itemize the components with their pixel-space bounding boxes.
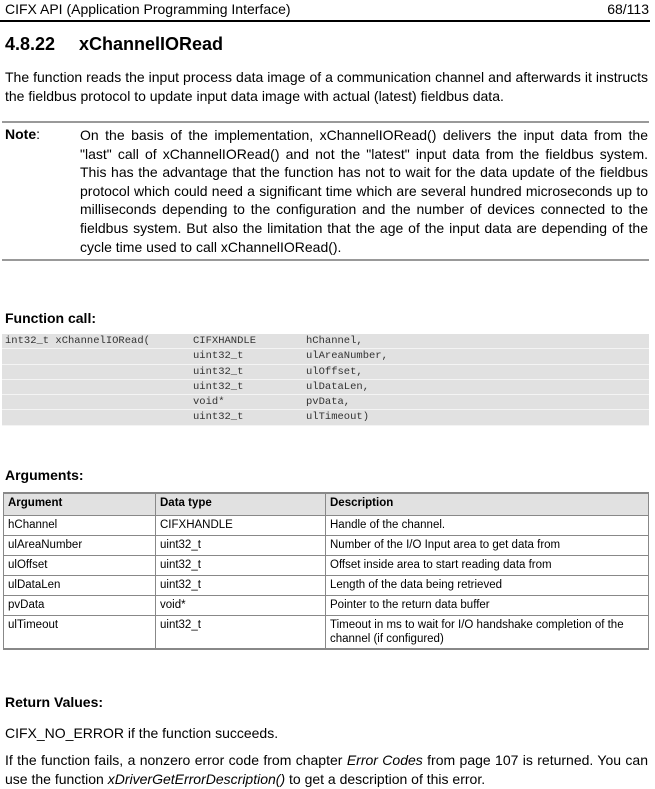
table-header-row [4,493,649,516]
signature-row: uint32_t ulDataLen, [2,380,649,395]
return-success-text: CIFX_NO_ERROR if the function succeeds. [5,725,279,741]
intro-paragraph: The function reads the input process data image of a communication channel and afterwards it instructs the fieldbus protocol to update input data image with actual (latest) fieldbus data. [5,69,648,104]
section-heading [5,34,223,55]
return-values-heading: Return Values: [5,694,104,710]
table-row: ulDataLen uint32_t Length of the data being retrieved [4,576,649,596]
header-divider [0,20,650,22]
signature-row: uint32_t ulAreaNumber, [2,349,649,364]
column-header: Description [326,493,649,516]
document-title: CIFX API (Application Programming Interface) [5,1,291,17]
table-row: ulTimeout uint32_t Timeout in ms to wait for I/O handshake completion of the channel (if configured) [4,616,649,650]
note-label: Note: [5,126,41,142]
column-header: Argument [4,493,156,516]
column-header: Data type [156,493,326,516]
signature-row: void* pvData, [2,395,649,410]
function-call-heading: Function call: [5,310,96,326]
function-reference: xDriverGetErrorDescription() [107,771,286,787]
return-fail-text: If the function fails, a nonzero error code from chapter Error Codes from page 107 is returned. You can use the function xDriverGetErrorDescription() to get a description of this error. [5,752,649,787]
table-row: pvData void* Pointer to the return data buffer [4,596,649,616]
section-title: xChannelIORead [79,34,224,54]
section-number: 4.8.22 [5,34,56,54]
arguments-table [3,492,649,650]
signature-row: uint32_t ulOffset, [2,365,649,380]
error-codes-reference: Error Codes [346,752,423,768]
function-signature-block [2,334,649,426]
page-number: 68/113 [607,1,649,17]
signature-row: uint32_t ulTimeout) [2,410,649,425]
table-row: hChannel CIFXHANDLE Handle of the channel. [4,516,649,536]
table-row: ulOffset uint32_t Offset inside area to start reading data from [4,556,649,576]
table-row: ulAreaNumber uint32_t Number of the I/O Input area to get data from [4,536,649,556]
signature-row: int32_t xChannelIORead( CIFXHANDLE hChannel, [2,334,649,349]
arguments-heading: Arguments: [5,467,84,483]
note-box [2,121,649,261]
note-text: On the basis of the implementation, xChannelIORead() delivers the input data from the "last" call of xChannelIORead() and not the "latest" input data from the fieldbus system. This has the advantage that the function has not to wait for the data update of the fieldbus protocol which could need a significant time which are several hundred microseconds up to milliseconds depending to the configuration and the number of devices connected to the fieldbus system. But also the limitation that the age of the input data are depending of the cycle time used to call xChannelIORead(). [80,127,648,255]
